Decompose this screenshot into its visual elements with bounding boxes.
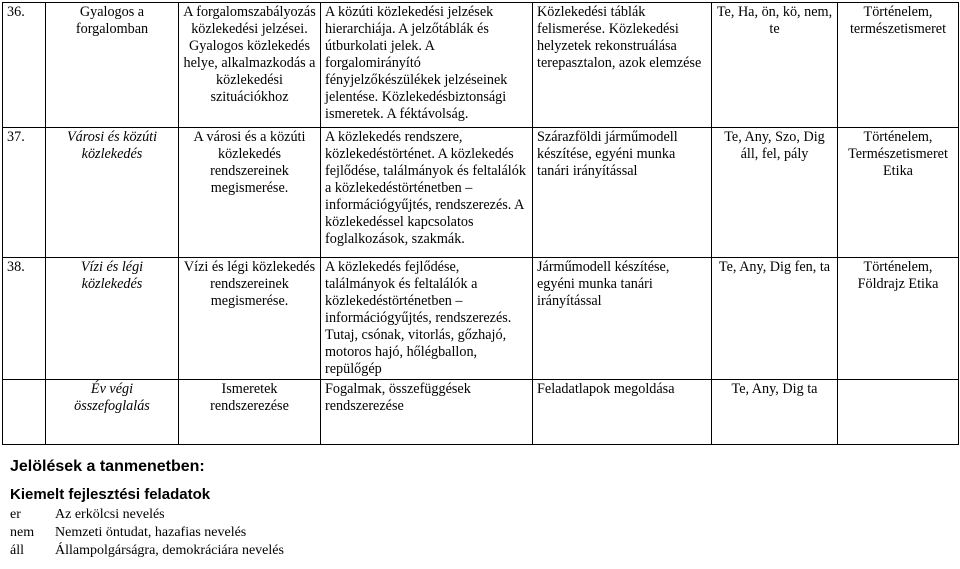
subject-links (838, 380, 959, 445)
legend-abbreviation: áll (10, 543, 24, 558)
legend-item (10, 524, 284, 542)
lesson-number: 38. (3, 258, 46, 380)
legend-item (10, 542, 284, 560)
legend-items (10, 506, 284, 560)
competencies: Te, Any, Dig ta (712, 380, 838, 445)
competencies: Te, Any, Dig fen, ta (712, 258, 838, 380)
legend-description: Az erkölcsi nevelés (55, 507, 165, 522)
legend (10, 458, 284, 560)
lesson-activity: Szárazföldi járműmodell készítése, egyéni munka tanári irányítással (533, 128, 712, 258)
lesson-topic: A forgalomszabályozás közlekedési jelzései. Gyalogos közlekedés helye, alkalmazkodás a közlekedési szituációkhoz (179, 3, 321, 128)
lesson-topic: Ismeretek rendszerezése (179, 380, 321, 445)
lesson-content: Fogalmak, összefüggések rendszerezése (321, 380, 533, 445)
subject-links: Történelem, Természetismeret Etika (838, 128, 959, 258)
lesson-activity: Feladatlapok megoldása (533, 380, 712, 445)
lesson-number (3, 380, 46, 445)
lesson-activity: Járműmodell készítése, egyéni munka tanári irányítással (533, 258, 712, 380)
lesson-topic: Vízi és légi közlekedés rendszereinek megismerése. (179, 258, 321, 380)
legend-subtitle: Kiemelt fejlesztési feladatok (10, 486, 211, 503)
lesson-content: A közlekedés fejlődése, találmányok és feltalálók a közlekedéstörténetben – információgyűjtés, rendszerezés. Tutaj, csónak, vitorlás, gőzhajó, motoros hajó, hőlégballon, repülőgép (321, 258, 533, 380)
table-row (3, 128, 959, 258)
table-row (3, 258, 959, 380)
legend-description: Nemzeti öntudat, hazafias nevelés (55, 525, 247, 540)
lesson-number: 36. (3, 3, 46, 128)
legend-abbreviation: er (10, 507, 21, 522)
lesson-topic: A városi és a közúti közlekedés rendszereinek megismerése. (179, 128, 321, 258)
table-row (3, 3, 959, 128)
competencies: Te, Any, Szo, Dig áll, fel, pály (712, 128, 838, 258)
unit-title: Vízi és légi közlekedés (46, 258, 179, 380)
legend-title: Jelölések a tanmenetben: (10, 458, 205, 475)
lesson-activity: Közlekedési táblák felismerése. Közlekedési helyzetek rekonstruálása terepasztalon, azok elemzése (533, 3, 712, 128)
curriculum-table (2, 2, 959, 445)
competencies: Te, Ha, ön, kö, nem, te (712, 3, 838, 128)
unit-title: Év végi összefoglalás (46, 380, 179, 445)
subject-links: Történelem, Földrajz Etika (838, 258, 959, 380)
legend-abbreviation: nem (10, 525, 35, 540)
subject-links: Történelem, természetismeret (838, 3, 959, 128)
lesson-content: A közúti közlekedési jelzések hierarchiája. A jelzőtáblák és útburkolati jelek. A forgalomirányító fényjelzőkészülékek jelzéseinek jelentése. Közlekedésbiztonsági ismeretek. A féktávolság. (321, 3, 533, 128)
table-row (3, 380, 959, 445)
lesson-content: A közlekedés rendszere, közlekedéstörténet. A közlekedés fejlődése, találmányok és feltalálók a közlekedéstörténetben – információgyűjtés, rendszerezés. A közlekedéssel kapcsolatos foglalkozások, szakmák. (321, 128, 533, 258)
legend-item (10, 506, 284, 524)
lesson-number: 37. (3, 128, 46, 258)
legend-description: Állampolgárságra, demokráciára nevelés (55, 543, 284, 558)
unit-title: Városi és közúti közlekedés (46, 128, 179, 258)
unit-title: Gyalogos a forgalomban (46, 3, 179, 128)
